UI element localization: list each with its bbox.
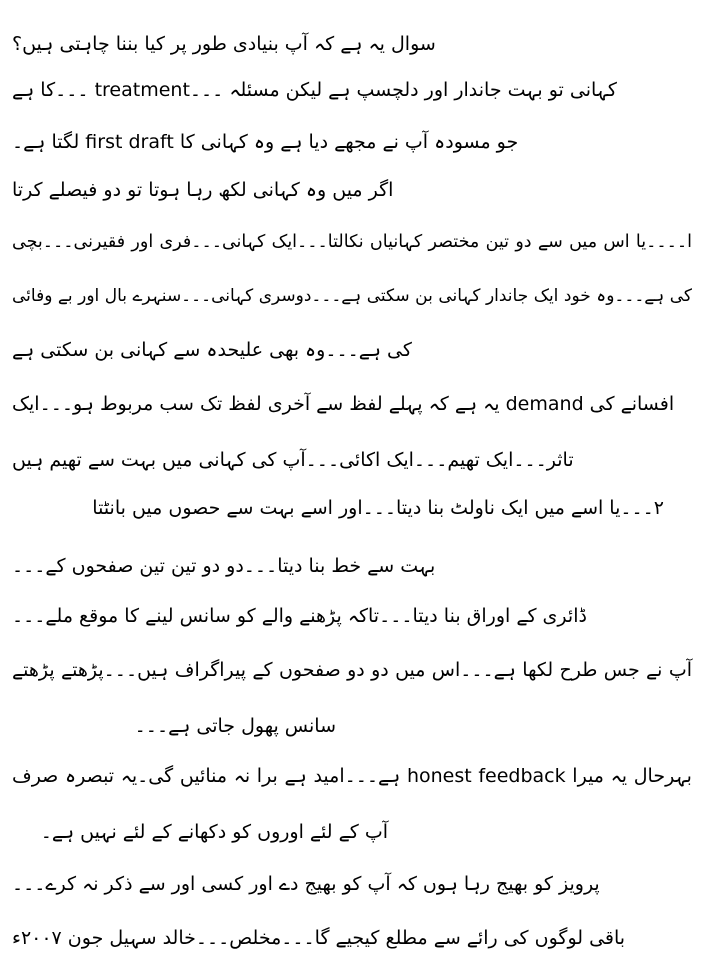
letter-line-7: کی ہے۔۔۔وہ بھی علیحدہ سے کہانی بن سکتی ہے [12,339,412,361]
letter-line-17: پرویز کو بھیج رہا ہوں کہ آپ کو بھیج دے اور کسی اور سے ذکر نہ کرے۔۔۔ [12,873,600,895]
letter-line-11: بہت سے خط بنا دیتا۔۔۔دو دو تین تین صفحوں کے۔۔۔ [12,555,436,577]
letter-line-5: ا۔۔۔۔یا اس میں سے دو تین مختصر کہانیاں نکالتا۔۔۔ایک کہانی۔۔۔فری اور فقیرنی۔۔۔بچی [12,232,692,252]
letter-line-3: جو مسودہ آپ نے مجھے دیا ہے وہ کہانی کا first draft لگتا ہے۔ [12,131,519,153]
letter-line-15: بہرحال یہ میرا honest feedback ہے۔۔۔امید ہے برا نہ منائیں گی۔یہ تبصرہ صرف [12,765,692,787]
letter-line-6: کی ہے۔۔۔وہ خود ایک جاندار کہانی بن سکتی ہے۔۔۔دوسری کہانی۔۔۔سنہرے بال اور بے وفائی [12,286,692,306]
letter-line-8: افسانے کی demand یہ ہے کہ پہلے لفظ سے آخری لفظ تک سب مربوط ہو۔۔۔ایک [12,393,675,415]
letter-line-12: ڈائری کے اوراق بنا دیتا۔۔۔تاکہ پڑھنے والے کو سانس لینے کا موقع ملے۔۔۔ [12,605,587,627]
letter-line-2: کہانی تو بہت جاندار اور دلچسپ ہے لیکن مسئلہ ۔۔۔treatment ۔۔۔کا ہے [12,79,617,101]
letter-line-13: آپ نے جس طرح لکھا ہے۔۔۔اس میں دو دو صفحوں کے پیراگراف ہیں۔۔۔پڑھتے پڑھتے [12,659,692,681]
letter-line-4: اگر میں وہ کہانی لکھ رہا ہوتا تو دو فیصلے کرتا [12,179,394,201]
letter-line-14: سانس پھول جاتی ہے۔۔۔ [134,715,336,737]
letter-line-9: تاثر۔۔۔ایک تھیم۔۔۔ایک اکائی۔۔۔آپ کی کہانی میں بہت سے تھیم ہیں [12,449,574,471]
letter-line-1: سوال یہ ہے کہ آپ بنیادی طور پر کیا بننا چاہتی ہیں؟ [12,33,436,55]
letter-line-10: ۲۔۔۔یا اسے میں ایک ناولٹ بنا دیتا۔۔۔اور اسے بہت سے حصوں میں بانٹتا [92,497,664,519]
letter-line-18: باقی لوگوں کی رائے سے مطلع کیجیے گا۔۔۔مخلص۔۔۔خالد سہیل جون ۲۰۰۷ء [12,927,626,949]
letter-line-16: آپ کے لئے اوروں کو دکھانے کے لئے نہیں ہے۔ [40,821,388,843]
